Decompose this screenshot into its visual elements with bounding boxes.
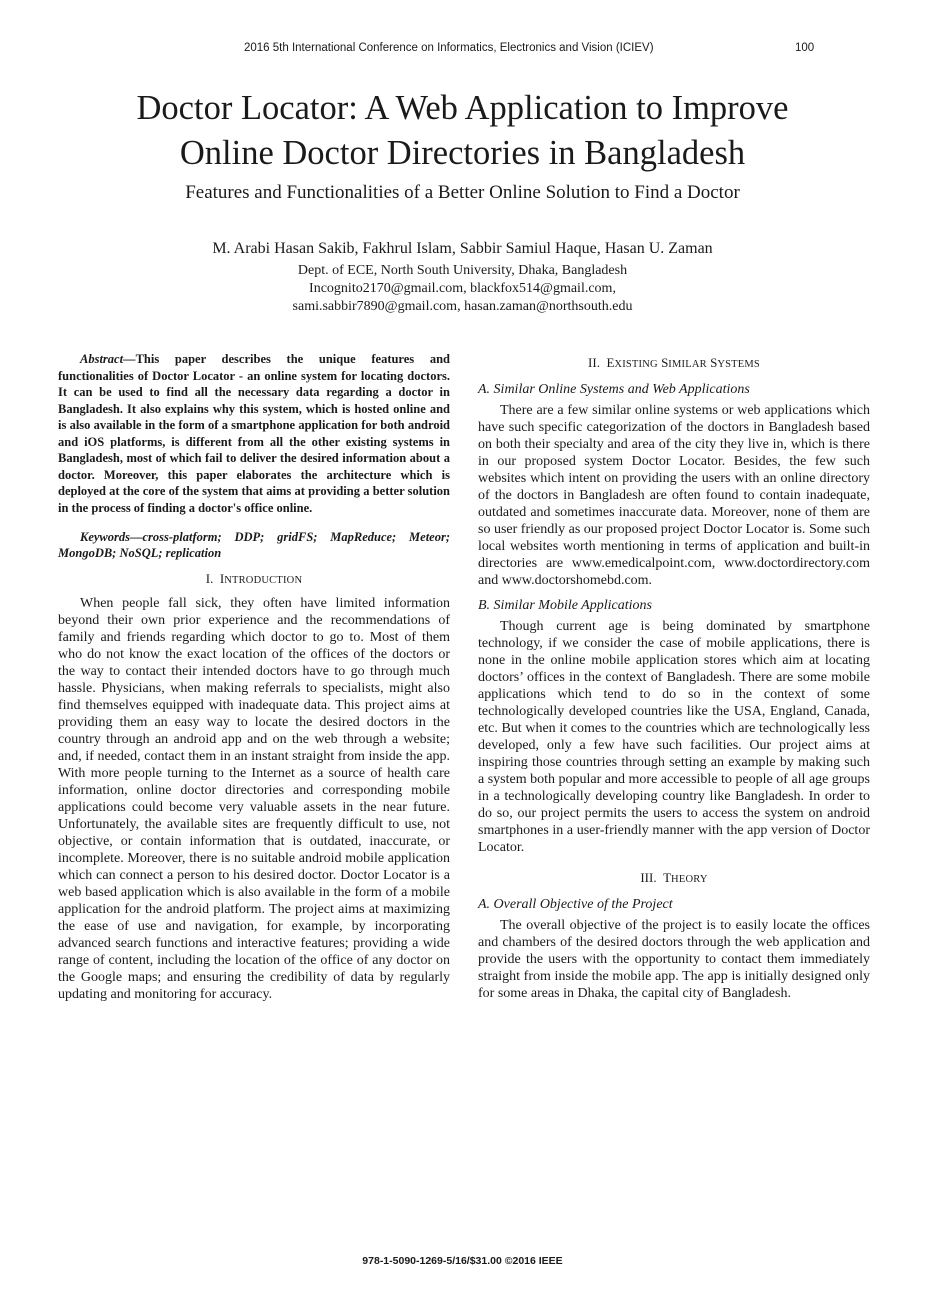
section-number: I. (205, 571, 214, 586)
objective-paragraph: The overall objective of the project is to easily locate the offices and chambers of the desired doctors through the web application and provide the users with the opportunity to contact them immediately straight from inside the mobile app. The app is initially designed only for some areas in Dhaka, the capital city of Bangladesh. (478, 918, 870, 1001)
title-line-1: Doctor Locator: A Web Application to Improve (136, 89, 789, 127)
section-title-rest: HEORY (671, 874, 708, 885)
abstract-label: Abstract— (80, 352, 136, 366)
keywords: Keywords—cross-platform; DDP; gridFS; MapReduce; Meteor; MongoDB; NoSQL; replication (58, 530, 450, 560)
section-number: III. (640, 870, 657, 885)
section-title-rest: XISTING (614, 359, 658, 370)
section-initial: S (661, 355, 669, 370)
affiliation-department: Dept. of ECE, North South University, Dhaka, Bangladesh (297, 263, 628, 278)
section-initial: S (710, 355, 718, 370)
paper-subtitle: Features and Functionalities of a Better Online Solution to Find a Doctor (185, 182, 740, 203)
section-title-rest: YSTEMS (717, 359, 760, 370)
affiliation-emails-2: sami.sabbir7890@gmail.com, hasan.zaman@northsouth.edu (292, 299, 633, 314)
paper-title (60, 86, 865, 176)
subsection-heading-online-systems: A. Similar Online Systems and Web Applications (478, 382, 750, 397)
title-line-2: Online Doctor Directories in Bangladesh (179, 134, 746, 172)
introduction-paragraph: When people fall sick, they often have limited information beyond their own prior experience and the recommendations of family and friends regarding which doctor to go to. Most of them who do not know the exact location of the offices of the doctors or the way to contact their intended doctors have to go through much hassle. Physicians, when making referrals to specialists, might also find themselves equipped with inadequate data. This project aims at providing them an easy way to locate the desired doctors in the country through an android app and on the web through a website; and, if needed, contact them in an instant straight from inside the app. With more people turning to the Internet as a source of health care information, online doctor directories and corresponding mobile applications could become very valuable assets in the near future. Unfortunately, the available sites are frequently difficult to use, not objective, or contain information that is outdated, inaccurate, or incomplete. Moreover, there is no suitable android mobile application which can connect a person to his desired doctor. Doctor Locator is a web based application which is also available in the form of a mobile application for the android platform. The project aims at maximizing the ease of use and navigation, for example, by incorporating advanced search functions and interactive features; providing a wide range of content, including the location of the office of any doctor on the Google maps; and ensuring the credibility of data by regularly updating and monitoring for accuracy. (58, 596, 450, 1002)
author-list: M. Arabi Hasan Sakib, Fakhrul Islam, Sabbir Samiul Haque, Hasan U. Zaman (212, 240, 713, 257)
page-number: 100 (795, 42, 815, 54)
section-initial: T (663, 870, 672, 885)
affiliation-block (60, 262, 865, 316)
section-heading-existing-systems (478, 355, 870, 373)
left-column (58, 351, 450, 1003)
abstract-text: This paper describes the unique features and functionalities of Doctor Locator - an online system for locating doctors. It can be used to find all the necessary data regarding a doctor in Bangladesh. It also explains why this system, which is hosted online and is also available in the form of a smartphone application for both android and iOS platforms, is different from all the other existing systems in Bangladesh, most of which fail to deliver the desired information about a doctor. Moreover, this paper elaborates the architecture which is deployed at the core of the system that aims at providing a better solution in the process of finding a doctor's office online. (58, 352, 450, 515)
subsection-heading-objective: A. Overall Objective of the Project (478, 897, 673, 912)
section-heading-theory (478, 870, 870, 888)
copyright-footer: 978-1-5090-1269-5/16/$31.00 ©2016 IEEE (362, 1255, 563, 1267)
section-title-rest: NTRODUCTION (224, 575, 303, 586)
affiliation-emails-1: Incognito2170@gmail.com, blackfox514@gmail.com, (309, 281, 616, 296)
right-column (478, 355, 870, 1002)
online-systems-paragraph: There are a few similar online systems or web applications which have such specific categorization of the doctors in Bangladesh based on both their specialty and area of the city they live in, which is there in our proposed system Doctor Locator. Besides, the few such websites which intent on providing the users with an online directory of the doctors in Bangladesh are often found to contain inadequate, outdated and sometimes inaccurate data. Moreover, none of them are so user friendly as our proposed project Doctor Locator is. Some such local websites worth mentioning in terms of application and built-in directories are www.emedicalpoint.com, www.doctordirectory.com and www.doctorshomebd.com. (478, 403, 870, 588)
section-title-rest: IMILAR (668, 359, 707, 370)
abstract (58, 351, 450, 516)
mobile-apps-paragraph: Though current age is being dominated by smartphone technology, if we consider the case of mobile applications, there is none in the online mobile application stores which aim at locating doctors’ offices in the context of Bangladesh. There are some mobile applications which tend to do so in the context of some technologically developed countries like the USA, England, Canada, etc. But when it comes to the countries which are technologically less developed, only a few have such facilities. Our project aims at inspiring those countries through setting an example by making such a system both popular and more accessible to people of all age groups in a technologically developing country like Bangladesh. In order to do so, our project permits the users to access the system on android smartphones in a user-friendly manner with the app version of Doctor Locator. (478, 619, 870, 855)
subsection-heading-mobile-apps: B. Similar Mobile Applications (478, 598, 652, 613)
section-initial: E (606, 355, 615, 370)
section-initial: I (219, 571, 225, 586)
section-number: II. (588, 355, 600, 370)
section-heading-introduction (58, 571, 450, 589)
conference-name: 2016 5th International Conference on Informatics, Electronics and Vision (ICIEV) (244, 42, 654, 54)
